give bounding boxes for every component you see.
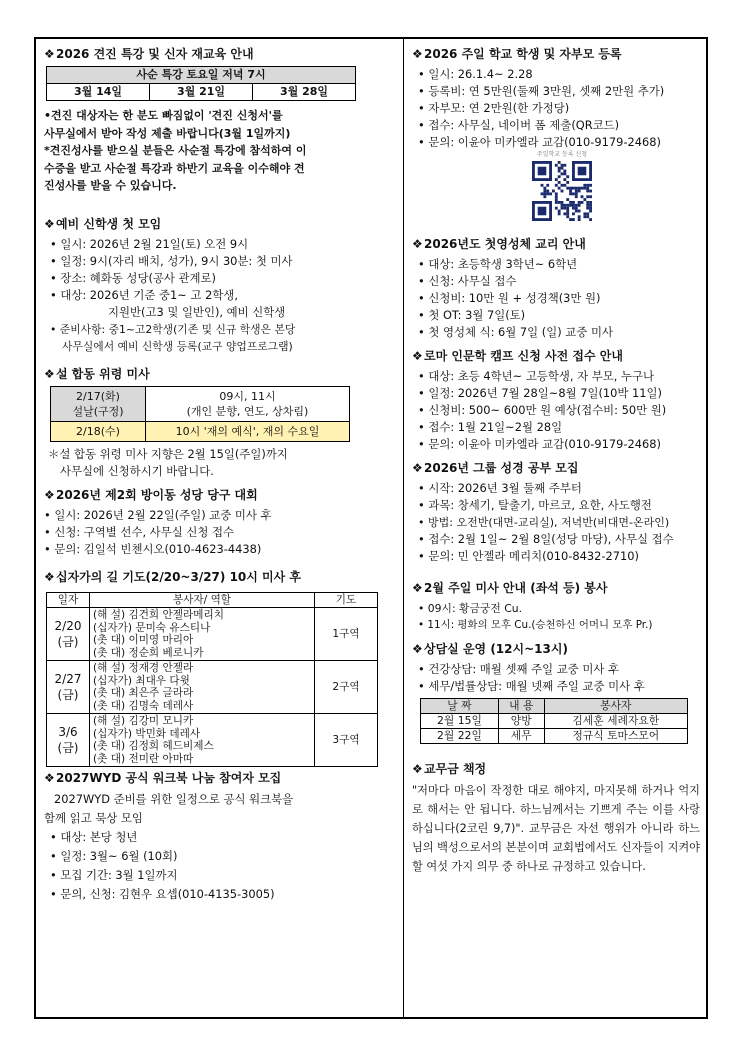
table-cell: 김세훈 세례자요한 (544, 714, 687, 729)
text-line: 2027WYD 준비를 위한 일정으로 공식 워크북을 (54, 792, 294, 806)
section-tithe (412, 760, 700, 876)
text-line: • 일정: 2026년 7월 28일~8월 7일(10박 11일) (418, 386, 662, 400)
text-line: • 11시: 평화의 모후 Cu.(승천하신 어머니 모후 Pr.) (418, 619, 653, 631)
text-line: • 문의: 김일석 빈첸시오(010-4623-4438) (44, 541, 262, 556)
table-cell: (해 설) 김건희 안젤라메리치 (십자가) 문미숙 유스티나 (촛 대) 이미영 마리아 (촛 대) 정순희 베로니카 (90, 608, 315, 661)
diamond-bullet-icon: ❖ (44, 771, 55, 785)
table-cell: 1구역 (315, 608, 378, 661)
table-row (421, 729, 688, 744)
text-line: • 09시: 황금궁전 Cu. (418, 602, 523, 615)
text-line: • 준비사항: 중1~고2학생(기존 및 신규 학생은 본당 (50, 322, 296, 336)
table-cell: 정규식 토마스모어 (544, 729, 687, 744)
text-line: • 세무/법률상담: 매월 넷째 주일 교중 미사 후 (418, 679, 645, 693)
section-title: ❖상담실 운영 (12시~13시) (412, 642, 568, 656)
text-line: • 첫 영성체 식: 6월 7일 (일) 교중 미사 (418, 325, 613, 339)
section-title: ❖로마 인문학 캠프 신청 사전 접수 안내 (412, 349, 623, 363)
table-cell: 2/27 (금) (47, 661, 90, 714)
table-cell: 2/17(화) 설날(구정) (51, 386, 146, 421)
diamond-bullet-icon: ❖ (412, 642, 423, 656)
text-line: • 신청: 구역별 선수, 사무실 신청 접수 (44, 524, 234, 539)
text-line: • 첫 OT: 3월 7일(토) (418, 308, 526, 322)
table-cell: (해 설) 정재경 안젤라 (십자가) 최대우 다윗 (촛 대) 최은주 글라라 (촛 대) 김명숙 데레사 (90, 661, 315, 714)
diamond-bullet-icon: ❖ (412, 47, 423, 61)
table-cell: 3월 14일 (47, 84, 150, 101)
section-title: ❖2026 견진 특강 및 신자 재교육 안내 (44, 47, 254, 61)
diamond-bullet-icon: ❖ (412, 461, 423, 475)
lent-lecture-table (46, 66, 356, 101)
text-line: • 일정: 3월~ 6월 (10회) (50, 849, 178, 863)
section-first-communion (412, 235, 700, 341)
way-of-cross-table (46, 592, 378, 768)
diamond-bullet-icon: ❖ (44, 216, 55, 231)
diamond-bullet-icon: ❖ (412, 581, 423, 595)
section-title: ❖예비 신학생 첫 모임 (44, 216, 162, 231)
table-cell: (해 설) 김강미 모니카 (십자가) 박민화 데레사 (촛 대) 김정희 헤드비제스 (촛 대) 전미란 아마따 (90, 714, 315, 767)
table-cell: 3월 28일 (253, 84, 356, 101)
qr-code-image (532, 161, 592, 221)
text-line: • 신청비: 500~ 600만 원 예상(접수비: 50만 원) (418, 403, 667, 417)
section-title: ❖2027WYD 공식 워크북 나눔 참여자 모집 (44, 771, 282, 785)
table-cell: 2/20 (금) (47, 608, 90, 661)
section-title: ❖십자가의 길 기도(2/20~3/27) 10시 미사 후 (44, 569, 301, 584)
text-line: • 대상: 초등 4학년~ 고등학생, 자 부모, 누구나 (418, 369, 654, 383)
table-row (47, 661, 378, 714)
table-cell: 세무 (498, 729, 544, 744)
text-line: • 시작: 2026년 3월 둘째 주부터 (418, 481, 582, 495)
text-line: • 자부모: 연 2만원(한 가정당) (418, 101, 570, 115)
table-cell: 2월 22일 (421, 729, 499, 744)
bulletin-frame (34, 37, 708, 1019)
text-line: 수증을 받고 사순절 특강과 하반기 교육을 이수해야 견 (44, 161, 305, 175)
section-title: ❖2026 주일 학교 학생 및 자부모 등록 (412, 47, 622, 61)
text-line: • 문의: 이윤아 미카엘라 교감(010-9179-2468) (418, 135, 661, 149)
diamond-bullet-icon: ❖ (412, 237, 423, 251)
table-cell: 양방 (498, 714, 544, 729)
text-line: • 일시: 2026년 2월 22일(주일) 교중 미사 후 (44, 507, 272, 522)
table-cell: 2구역 (315, 661, 378, 714)
text-line: • 등록비: 연 5만원(둘째 3만원, 셋째 2만원 추가) (418, 84, 665, 98)
qr-caption: 주일학교 등록 신청 (536, 151, 588, 158)
section-counseling (412, 640, 700, 744)
memorial-mass-table (50, 386, 350, 442)
table-header-cell: 기도 (315, 592, 378, 608)
text-line: • 일시: 26.1.4~ 2.28 (418, 67, 533, 81)
table-header-cell: 일자 (47, 592, 90, 608)
section-wyd (44, 769, 394, 904)
table-header-row (421, 699, 688, 714)
table-cell: 2월 15일 (421, 714, 499, 729)
text-line: 사무실에 신청하시기 바랍니다. (60, 463, 214, 478)
text-line: • 문의: 민 안젤라 메리치(010-8432-2710) (418, 549, 639, 563)
right-column (412, 39, 700, 876)
text-line: • 모집 기간: 3월 1일까지 (50, 868, 178, 882)
diamond-bullet-icon: ❖ (44, 569, 55, 584)
text-line: • 과목: 창세기, 탈출기, 마르코, 요한, 사도행전 (418, 498, 652, 512)
section-sunday-school (412, 45, 700, 221)
diamond-bullet-icon: ❖ (44, 366, 55, 381)
table-row (47, 608, 378, 661)
section-seminarian (44, 215, 394, 355)
table-row (51, 386, 350, 421)
section-title: ❖교무금 책정 (412, 762, 487, 776)
qr-code-icon[interactable] (532, 161, 592, 221)
section-rome-camp (412, 347, 700, 453)
text-line: 진성사를 받을 수 있습니다. (44, 179, 177, 192)
table-header-cell: 날 짜 (421, 699, 499, 714)
text-line: •견진 대상자는 한 분도 빠짐없이 '견진 신청서'를 (44, 109, 283, 122)
text-line: • 일정: 9시(자리 배치, 성가), 9시 30분: 첫 미사 (50, 253, 293, 268)
section-title: ❖설 합동 위령 미사 (44, 366, 150, 381)
section-title: ❖2월 주일 미사 안내 (좌석 등) 봉사 (412, 581, 608, 595)
section-billiards (44, 486, 394, 558)
section-title: ❖2026년 제2회 방이동 성당 당구 대회 (44, 487, 258, 502)
text-line: • 건강상담: 매월 셋째 주일 교중 미사 후 (418, 662, 619, 676)
section-title: ❖2026년 그룹 성경 공부 모집 (412, 461, 579, 475)
table-header-cell: 봉사자/ 역할 (90, 592, 315, 608)
table-header: 사순 특강 토요일 저녁 7시 (47, 67, 356, 84)
text-line: • 일시: 2026년 2월 21일(토) 오전 9시 (50, 236, 249, 251)
table-cell: 3월 21일 (150, 84, 253, 101)
text-line: • 문의, 신청: 김현우 요셉(010-4135-3005) (50, 887, 275, 901)
section-mass-service (412, 579, 700, 634)
text-line: 사무실에서 받아 작성 제출 바랍니다(3월 1일까지) (44, 126, 291, 140)
table-cell: 3구역 (315, 714, 378, 767)
text-line: 지원반(고3 및 일반인), 예비 신학생 (108, 304, 286, 319)
diamond-bullet-icon: ❖ (44, 487, 55, 502)
text-line: • 장소: 혜화동 성당(공사 관계로) (50, 270, 216, 285)
paragraph: "저마다 마음이 작정한 대로 해야지, 마지못해 하거나 억지로 해서는 안 됩니다. 하느님께서는 기쁘게 주는 이를 사랑하십니다(2코린 9,7)". 교무금은 자선 행위가 아니라 하느님의 백성으로서의 본분이며 교회법에서도 신자들이 지켜야 할 여섯 가지 의무 중 하나로 규정하고 있습니다. (412, 784, 700, 873)
table-cell: 10시 '재의 예식', 재의 수요일 (146, 421, 350, 441)
text-line: *견진성사를 받으실 분들은 사순절 특강에 참석하여 이 (44, 144, 307, 157)
text-line: • 대상: 본당 청년 (50, 830, 138, 844)
text-line: • 접수: 2월 1일~ 2월 8일(성당 마당), 사무실 접수 (418, 532, 674, 546)
column-divider (403, 39, 404, 1017)
section-memorial-mass (44, 365, 394, 480)
table-header-cell: 봉사자 (544, 699, 687, 714)
diamond-bullet-icon: ❖ (44, 47, 55, 61)
text-line: 사무실에서 예비 신학생 등록(교구 양업프로그램) (62, 339, 293, 353)
table-row (47, 714, 378, 767)
table-header-row (47, 592, 378, 608)
table-row (421, 714, 688, 729)
table-row (51, 421, 350, 441)
text-line: • 문의: 이윤아 미카엘라 교감(010-9179-2468) (418, 437, 661, 451)
table-cell: 3/6 (금) (47, 714, 90, 767)
table-cell: 09시, 11시 (개인 분향, 연도, 상차림) (146, 386, 350, 421)
counseling-table (420, 698, 688, 744)
section-bible-study (412, 459, 700, 565)
text-line: • 신청: 사무실 접수 (418, 274, 517, 288)
text-line: • 접수: 사무실, 네이버 폼 제출(QR코드) (418, 118, 620, 132)
section-title: ❖2026년도 첫영성체 교리 안내 (412, 237, 586, 251)
text-line: • 방법: 오전반(대면-교리실), 저녁반(비대면-온라인) (418, 516, 670, 529)
section-way-of-cross (44, 568, 394, 768)
diamond-bullet-icon: ❖ (412, 349, 423, 363)
text-line: ＊설 합동 위령 미사 지향은 2월 15일(주일)까지 (48, 446, 288, 461)
left-column (44, 39, 394, 904)
text-line: • 신청비: 10만 원 + 성경책(3만 원) (418, 291, 601, 305)
text-line: • 대상: 초등학생 3학년~ 6학년 (418, 257, 578, 271)
table-header-cell: 내 용 (498, 699, 544, 714)
diamond-bullet-icon: ❖ (412, 762, 423, 776)
text-line: 함께 읽고 묵상 모임 (44, 811, 143, 825)
text-line: • 대상: 2026년 기준 중1~ 고 2학생, (50, 287, 238, 302)
text-line: • 접수: 1월 21일~2월 28일 (418, 420, 563, 434)
section-confirmation (44, 45, 394, 195)
table-cell: 2/18(수) (51, 421, 146, 441)
